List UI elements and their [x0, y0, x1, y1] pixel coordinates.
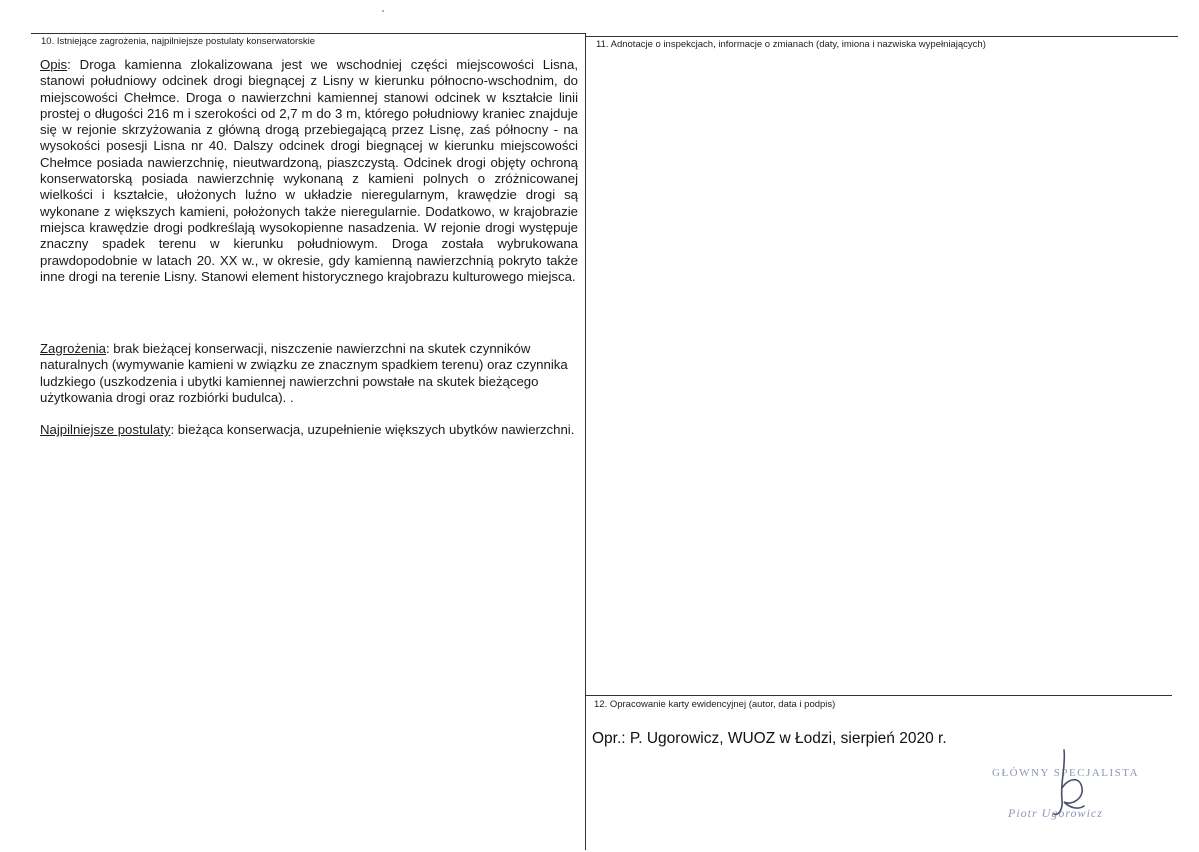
author-line: Opr.: P. Ugorowicz, WUOZ w Łodzi, sierpień 2020 r.	[592, 730, 947, 747]
section-11-top-border	[586, 36, 1178, 37]
section-10-label: 10. Istniejące zagrożenia, najpilniejsze postulaty konserwatorskie	[41, 36, 316, 47]
scan-speck	[382, 10, 384, 12]
threats-heading: Zagrożenia	[40, 341, 106, 356]
section-12-label: 12. Opracowanie karty ewidencyjnej (autor, data i podpis)	[594, 699, 836, 710]
description-text: : Droga kamienna zlokalizowana jest we wschodniej części miejscowości Lisna, stanowi południowy odcinek drogi biegnącej z Lisny w kierunku północno-wschodnim, do miejscowości Chełmce. Droga o nawierzchni kamiennej stanowi odcinek w kształcie linii prostej o długości 216 m i szerokości od 2,7 m do 3 m, którego południowy kraniec znajduje się w rejonie skrzyżowania z główną drogą przebiegającą przez Lisnę, zaś północny - na wysokości posesji Lisna nr 40. Dalszy odcinek drogi biegnącej w kierunku miejscowości Chełmce posiada nawierzchnię, nieutwardzoną, piaszczystą. Odcinek drogi objęty ochroną konserwatorską posiada nawierzchnię wykonaną z kamieni polnych o zróżnicowanej wielkości i kształcie, ułożonych luźno w układzie nieregularnym, krawędzie drogi są wykonane z większych kamieni, położonych także nieregularnie. Dodatkowo, w krajobrazie miejsca krawędzie drogi podkreślają wysokopienne nasadzenia. W rejonie drogi występuje znaczny spadek terenu w kierunku południowym. Droga została wybrukowana prawdopodobnie w latach 20. XX w., w okresie, gdy kamienną nawierzchnią pokryto także inne drogi na terenie Lisny. Stanowi element historycznego krajobrazu kulturowego miejsca.	[40, 57, 578, 284]
description-paragraph	[40, 57, 578, 285]
postulates-heading: Najpilniejsze postulaty	[40, 422, 171, 437]
signature-graphic	[1050, 748, 1090, 820]
description-heading: Opis	[40, 57, 68, 72]
threats-text: : brak bieżącej konserwacji, niszczenie nawierzchni na skutek czynników naturalnych (wymywanie kamieni w związku ze znacznym spadkiem terenu) oraz czynnika ludzkiego (uszkodzenia i ubytki kamiennej nawierzchni powstałe na skutek bieżącego użytkowania drogi oraz rozbiórki budulca). .	[40, 341, 568, 405]
section-10-top-border	[31, 33, 585, 34]
stamp-name: Piotr Ugorowicz	[1008, 806, 1103, 820]
postulates-text: : bieżąca konserwacja, uzupełnienie większych ubytków nawierzchni.	[170, 422, 575, 437]
section-11-label: 11. Adnotacje o inspekcjach, informacje o zmianach (daty, imiona i nazwiska wypełniających)	[596, 39, 986, 50]
section-12-top-border	[586, 695, 1172, 696]
postulates-paragraph	[40, 422, 578, 438]
threats-paragraph	[40, 341, 578, 406]
column-divider	[585, 33, 586, 850]
stamp-title: GŁÓWNY SPECJALISTA	[992, 767, 1140, 779]
